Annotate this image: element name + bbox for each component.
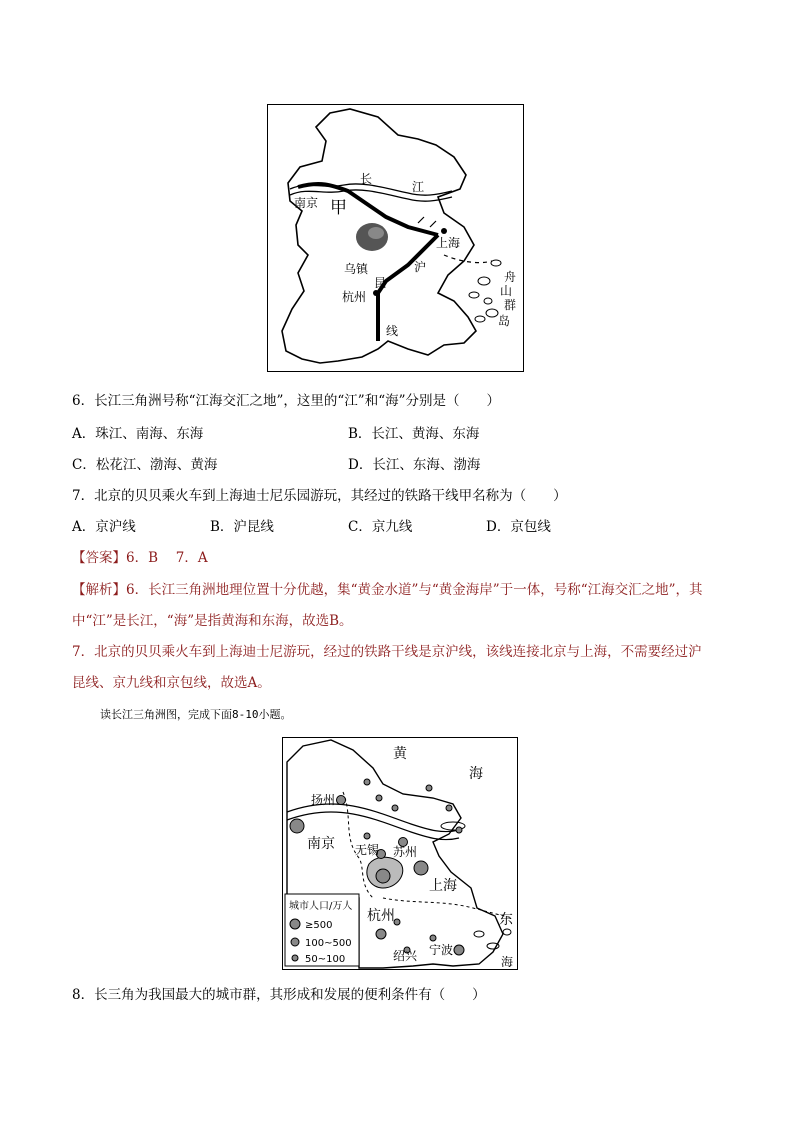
q6-option-b: B．长江、黄海、东海 — [348, 426, 480, 442]
q7-option-b: B．沪昆线 — [210, 519, 274, 535]
analysis-line-3: 7．北京的贝贝乘火车到上海迪士尼游玩，经过的铁路干线是京沪线，该线连接北京与上海，不需要经过沪 — [72, 644, 702, 660]
label-shan: 山 — [500, 284, 513, 298]
label-suzhou: 苏州 — [393, 845, 418, 859]
legend-item-large: ≥500 — [305, 920, 333, 931]
analysis-text-1: 6．长江三角洲地理位置十分优越，集“黄金水道”与“黄金海岸”于一体，号称“江海交汇之地”，其 — [126, 582, 703, 598]
q7-option-c: C．京九线 — [348, 519, 413, 535]
label-shanghai: 上海 — [436, 236, 461, 250]
label-xian: 线 — [386, 324, 399, 338]
legend-title: 城市人口/万人 — [289, 901, 353, 912]
label-chang: 长 — [360, 172, 373, 186]
label-hai-east: 海 — [501, 955, 514, 969]
q6-option-a: A．珠江、南海、东海 — [72, 426, 204, 442]
label-zhou: 舟 — [504, 270, 517, 284]
label-wuxi: 无锡 — [355, 843, 380, 857]
label-hu: 沪 — [414, 260, 427, 274]
label-shanghai: 上海 — [429, 878, 457, 894]
yangtze-delta-city-map — [282, 737, 518, 970]
label-ningbo: 宁波 — [429, 943, 454, 957]
label-dong: 东 — [499, 912, 513, 928]
analysis-line-4: 昆线、京九线和京包线，故选A。 — [72, 675, 271, 691]
answer-line — [72, 549, 208, 567]
answer-tag: 【答案】 — [72, 550, 126, 566]
q6-option-d: D．长江、东海、渤海 — [348, 457, 481, 473]
analysis-tag: 【解析】 — [72, 582, 126, 598]
label-yangzhou: 扬州 — [311, 793, 336, 807]
label-shaoxing: 绍兴 — [393, 949, 418, 963]
label-kun: 昆 — [374, 276, 387, 290]
label-jiang: 江 — [412, 180, 425, 194]
label-nanjing: 南京 — [294, 196, 319, 210]
legend-item-medium: 100~500 — [305, 938, 352, 949]
q7-option-a: A．京沪线 — [72, 519, 136, 535]
question-8-stem: 8．长三角为我国最大的城市群，其形成和发展的便利条件有（ ） — [72, 987, 486, 1003]
legend-item-small: 50~100 — [305, 954, 346, 965]
question-7-stem: 7．北京的贝贝乘火车到上海迪士尼乐园游玩，其经过的铁路干线甲名称为（ ） — [72, 488, 567, 504]
q6-option-c: C．松花江、渤海、黄海 — [72, 457, 218, 473]
analysis-line-2: 中“江”是长江，“海”是指黄海和东海，故选B。 — [72, 613, 353, 629]
label-wuzhen: 乌镇 — [344, 262, 369, 276]
label-hangzhou: 杭州 — [367, 908, 395, 924]
instruction-text: 读长江三角洲图，完成下面8-10小题。 — [100, 708, 292, 721]
analysis-line-1 — [72, 581, 703, 599]
yangtze-delta-railway-map — [267, 104, 524, 372]
label-qun: 群 — [504, 298, 517, 312]
label-jia: 甲 — [330, 198, 347, 218]
label-nanjing: 南京 — [307, 836, 335, 852]
question-6-stem: 6．长江三角洲号称“江海交汇之地”，这里的“江”和“海”分别是（ ） — [72, 393, 500, 409]
label-hangzhou: 杭州 — [342, 290, 367, 304]
label-dao: 岛 — [498, 314, 511, 328]
label-huang: 黄 — [393, 746, 407, 762]
q7-option-d: D．京包线 — [486, 519, 551, 535]
answer-text: 6．B 7．A — [126, 550, 208, 566]
label-hai: 海 — [469, 766, 483, 782]
